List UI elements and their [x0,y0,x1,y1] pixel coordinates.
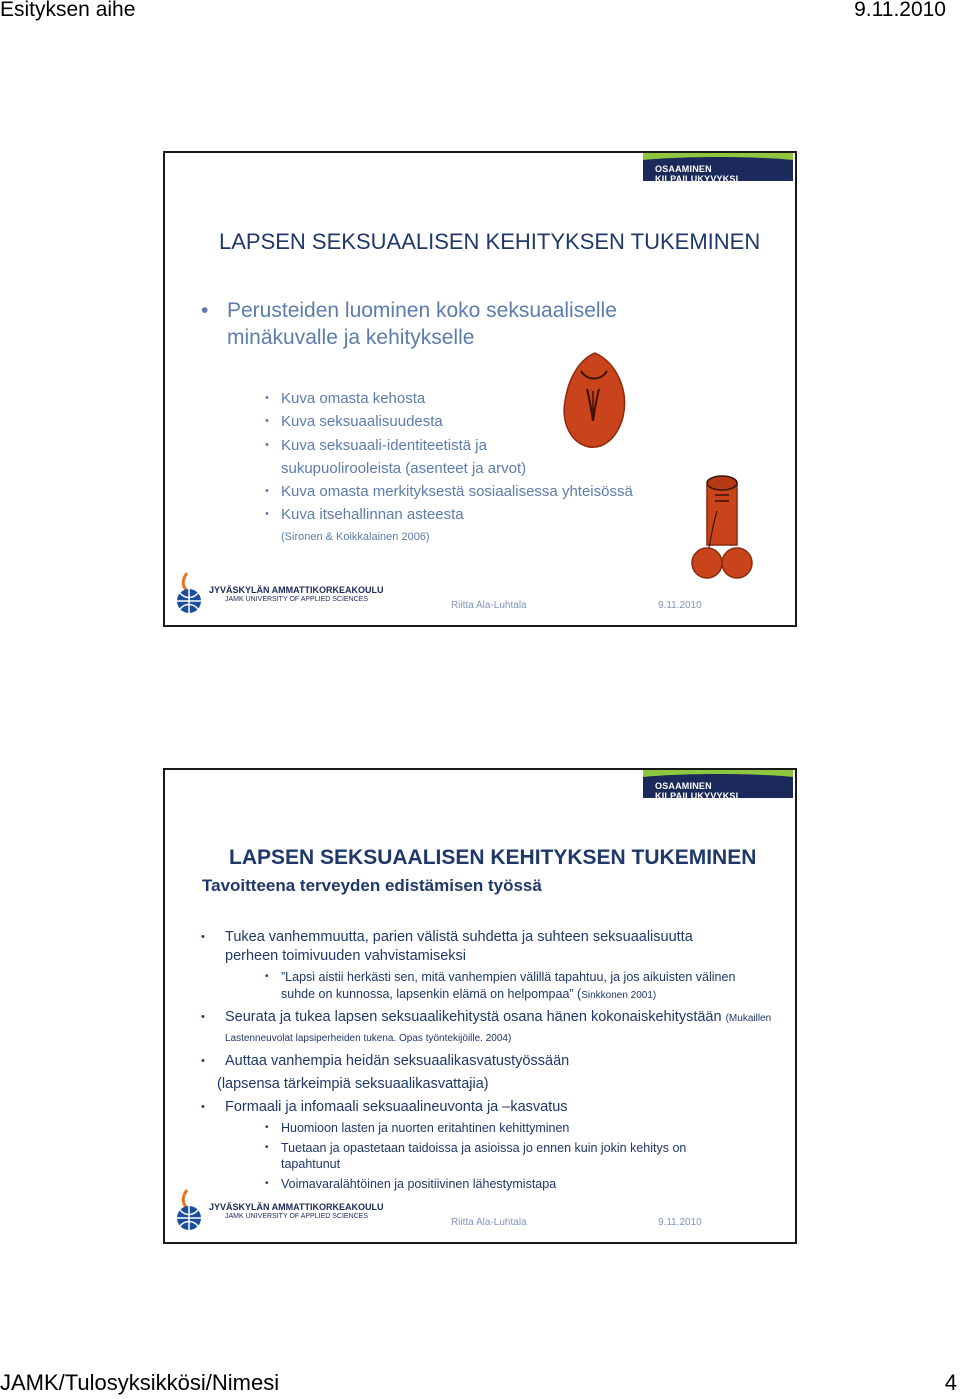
bullet-dot-icon: • [265,438,269,451]
list-item: • Seurata ja tukea lapsen seksuaalikehitystä osana hänen kokonaiskehitystään (Mukaillen Lastenneuvolat lapsiperheiden tukena. Opas työntekijöille. 2004) [201,1009,772,1044]
sub-list-item: • Voimavaralähtöinen ja positiivinen lähestymistapa [265,1176,557,1191]
jamk-logo-icon [173,1188,207,1232]
banner-label: OSAAMINEN KILPAILUKYVYKSI [655,164,739,184]
list-item: • Formaali ja infomaali seksuaalineuvonta ja –kasvatus [201,1099,568,1115]
bullet-dot-icon: • [265,415,269,428]
bullet-dot-icon: • [201,299,209,322]
bullet-dot-icon: • [265,485,269,498]
slide-title: LAPSEN SEKSUAALISEN KEHITYKSEN TUKEMINEN [219,229,761,254]
logo-name: JYVÄSKYLÄN AMMATTIKORKEAKOULU [209,585,384,595]
bullet-dot-icon: • [201,1055,205,1067]
bullet-dot-icon: • [265,1141,269,1153]
bullet-dot-icon: • [201,1101,205,1113]
list-item: • Kuva itsehallinnan asteesta [265,503,665,526]
list-item: • Kuva seksuaali-identiteetistä ja sukupuolirooleista (asenteet ja arvot) [265,434,541,481]
jamk-logo [173,571,384,615]
list-item: • Kuva omasta merkityksestä sosiaalisessa yhteisössä [265,480,665,503]
slide-author: Riitta Ala-Luhtala [451,1217,527,1228]
bullet-dot-icon: • [265,971,269,982]
jamk-logo [173,1188,384,1232]
slide-2 [163,768,797,1244]
jamk-logo-icon [173,571,207,615]
bullet-dot-icon: • [201,1011,205,1023]
list-item: • Kuva seksuaalisuudesta [265,410,665,433]
bullet-list [201,928,781,1192]
sub-list-item: • Tuetaan ja opastetaan taidoissa ja asioissa jo ennen kuin jokin kehitys on tapahtunut [265,1140,687,1171]
main-bullet [201,297,661,351]
female-figure-icon [559,351,629,451]
main-bullet-text: Perusteiden luominen koko seksuaaliselle minäkuvalle ja kehitykselle [227,299,617,349]
bullet-dot-icon: • [265,392,269,404]
logo-subname: JAMK UNIVERSITY OF APPLIED SCIENCES [225,1213,369,1220]
slide-title: LAPSEN SEKSUAALISEN KEHITYKSEN TUKEMINEN [229,846,757,869]
slide-author: Riitta Ala-Luhtala [451,600,527,611]
slide-subtitle: Tavoitteena terveyden edistämisen työssä [202,876,542,895]
quote-item: • ”Lapsi aistii herkästi sen, mitä vanhempien välillä tapahtuu, ja jos aikuisten välinen suhde on kunnossa, lapsenkin elämä on helpompaa” (Sinkkonen 2001) [265,970,736,1001]
bullet-dot-icon: • [201,931,205,943]
bullet-dot-icon: • [265,1177,269,1189]
bullet-dot-icon: • [265,508,269,521]
sub-list-item: • Huomioon lasten ja nuorten eritahtinen kehittyminen [265,1121,570,1135]
slide-1 [163,151,797,627]
list-item: • Auttaa vanhempia heidän seksuaalikasvatustyössään [201,1053,570,1069]
slide-date: 9.11.2010 [658,600,702,611]
banner [643,153,793,184]
logo-name: JYVÄSKYLÄN AMMATTIKORKEAKOULU [209,1202,384,1212]
banner-label: OSAAMINEN KILPAILUKYVYKSI [655,781,739,801]
list-item: • Kuva omasta kehosta [265,387,665,410]
list-item: • Tukea vanhemmuutta, parien välistä suhdetta ja suhteen seksuaalisuutta perheen toimivuuden vahvistamiseksi [201,929,693,964]
citation: (Sironen & Koikkalainen 2006) [281,531,430,543]
list-item-continuation: (lapsensa tärkeimpiä seksuaalikasvattajia) [217,1076,489,1092]
banner [643,770,793,801]
slide-date: 9.11.2010 [658,1217,702,1228]
page-number: 4 [944,1370,957,1395]
logo-subname: JAMK UNIVERSITY OF APPLIED SCIENCES [225,596,369,603]
page-header-date: 9.11.2010 [854,0,946,21]
page-header-title: Esityksen aihe [0,0,136,21]
page-footer-path: JAMK/Tulosyksikkösi/Nimesi [0,1370,280,1395]
bullet-dot-icon: • [265,1122,269,1133]
male-figure-icon [691,471,755,583]
